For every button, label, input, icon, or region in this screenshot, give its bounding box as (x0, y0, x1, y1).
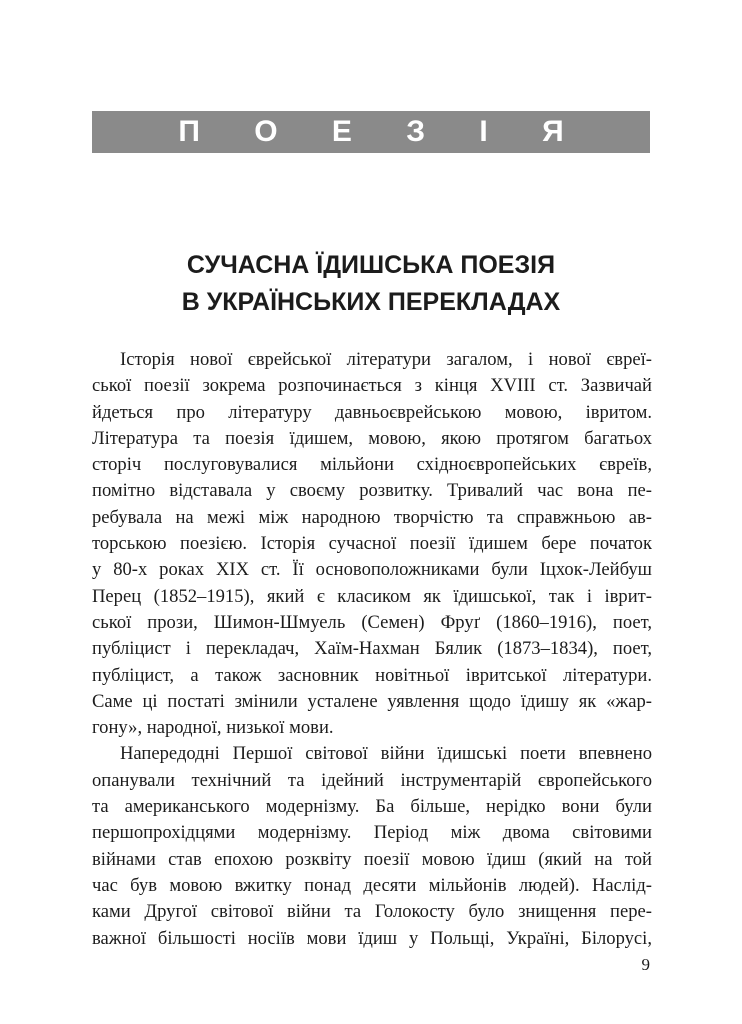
text-line: ребувала на межі між народною творчістю та справжньою ав- (92, 506, 652, 528)
page-number: 9 (641, 955, 650, 974)
text-line: війнами став епохою розквіту поезії мовою їдиш (який на той (92, 848, 652, 870)
text-line: першопрохідцями модернізму. Період між двома світовими (92, 822, 652, 844)
text-line: помітно відставала у своєму розвитку. Тривалий час вона пе- (92, 480, 652, 502)
text-line: йдеться про літературу давньоєврейською мовою, івритом. (92, 401, 652, 423)
text-line: опанували технічний та ідейний інструментарій європейського (92, 769, 652, 791)
text-line: ської поезії зокрема розпочинається з кінця XVIII ст. Зазвичай (92, 375, 652, 397)
text-line: публіцист, а також засновник новітньої івритської літератури. (92, 664, 652, 686)
text-line: Саме ці постаті змінили усталене уявлення щодо їдишу як «жар- (92, 690, 652, 712)
article-title-line: В УКРАЇНСЬКИХ ПЕРЕКЛАДАХ (181, 288, 561, 316)
article-body (92, 347, 652, 952)
text-line: ками Другої світової війни та Голокосту було знищення пере- (92, 901, 652, 923)
text-line: час був мовою вжитку понад десяти мільйонів людей). Наслід- (92, 874, 652, 896)
text-line: та американського модернізму. Ба більше, нерідко вони були (92, 796, 652, 818)
text-line: ської прози, Шимон-Шмуель (Семен) Фруґ (1860–1916), поет, (92, 611, 652, 633)
text-line: Література та поезія їдишем, мовою, якою протягом багатьох (92, 427, 652, 449)
section-title: П О Е З І Я (178, 115, 587, 148)
text-line: Перец (1852–1915), який є класиком як їдишської, так і іврит- (92, 585, 652, 607)
text-line: Історія нової єврейської літератури загалом, і нової євреї- (120, 349, 652, 370)
text-line: торською поезією. Історія сучасної поезії їдишем бере початок (92, 533, 652, 555)
text-line: Напередодні Першої світової війни їдишські поети впевнено (120, 743, 652, 765)
text-line: сторіч послуговувалися мільйони східноєвропейських євреїв, (92, 454, 652, 476)
text-line: у 80-х роках XIX ст. Її основоположниками були Іцхок-Лейбуш (92, 559, 652, 581)
article-title (92, 247, 650, 321)
section-banner (92, 111, 650, 153)
text-line: гону», народної, низької мови. (92, 717, 334, 739)
article-title-line: СУЧАСНА ЇДИШСЬКА ПОЕЗІЯ (186, 251, 556, 279)
text-line: публіцист і перекладач, Хаїм-Нахман Бялик (1873–1834), поет, (92, 638, 652, 660)
paragraph-2 (92, 741, 652, 951)
paragraph-1 (92, 347, 652, 741)
text-line: важної більшості носіїв мови їдиш у Польщі, Україні, Білорусі, (92, 927, 652, 949)
